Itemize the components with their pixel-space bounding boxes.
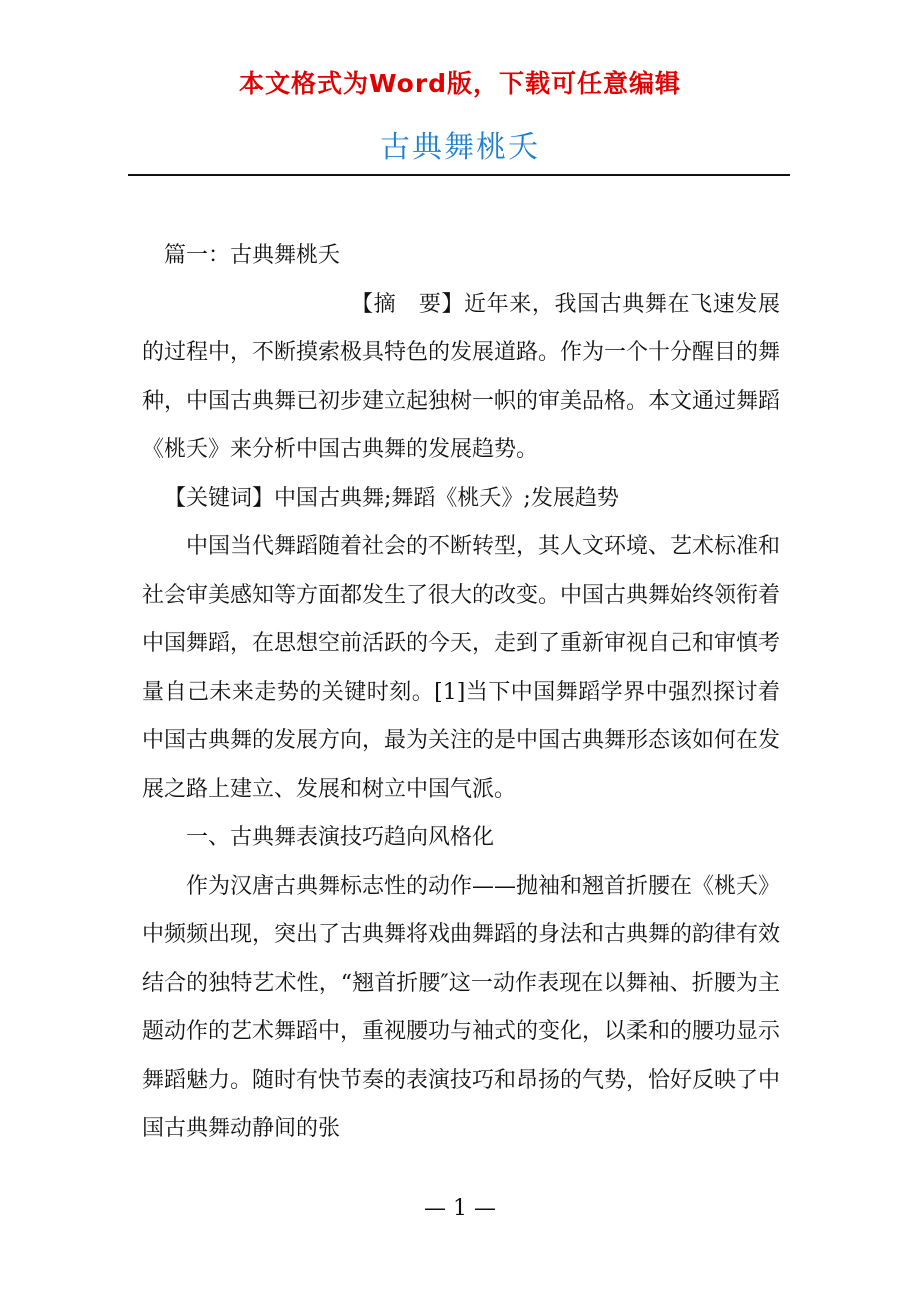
document-title: 古典舞桃夭 [380,130,540,165]
download-banner: 本文格式为Word版，下载可任意编辑 [238,69,682,98]
keywords-paragraph: 【关键词】中国古典舞;舞蹈《桃夭》;发展趋势 [164,485,619,511]
document-body [142,232,780,1154]
body-paragraph: 作为汉唐古典舞标志性的动作——抛袖和翘首折腰在《桃夭》中频频出现，突出了古典舞将戏曲舞蹈的身法和古典舞的韵律有效结合的独特艺术性，“翘首折腰″这一动作表现在以舞袖、折腰为主题动作的艺术舞蹈中，重视腰功与袖式的变化，以柔和的腰功显示舞蹈魅力。随时有快节奏的表演技巧和昂扬的气势，恰好反映了中国古典舞动静间的张 [142,873,781,1141]
section-heading: 一、古典舞表演技巧趋向风格化 [186,825,495,850]
body-paragraph: 中国当代舞蹈随着社会的不断转型，其人文环境、艺术标准和社会审美感知等方面都发生了很大的改变。中国古典舞始终领衔着中国舞蹈，在思想空前活跃的今天，走到了重新审视自己和审慎考量自己未来走势的关键时刻。[1]当下中国舞蹈学界中强烈探讨着中国古典舞的发展方向，最为关注的是中国古典舞形态该如何在发展之路上建立、发展和树立中国气派。 [142,534,781,802]
abstract-paragraph: 【摘 要】近年来，我国古典舞在飞速发展的过程中，不断摸索极具特色的发展道路。作为一个十分醒目的舞种，中国古典舞已初步建立起独树一帜的审美品格。本文通过舞蹈《桃夭》来分析中国古典舞的发展趋势。 [142,291,781,462]
section-heading: 篇一：古典舞桃夭 [164,243,341,268]
title-divider [128,174,790,176]
page-number: — 1 — [424,1196,496,1221]
